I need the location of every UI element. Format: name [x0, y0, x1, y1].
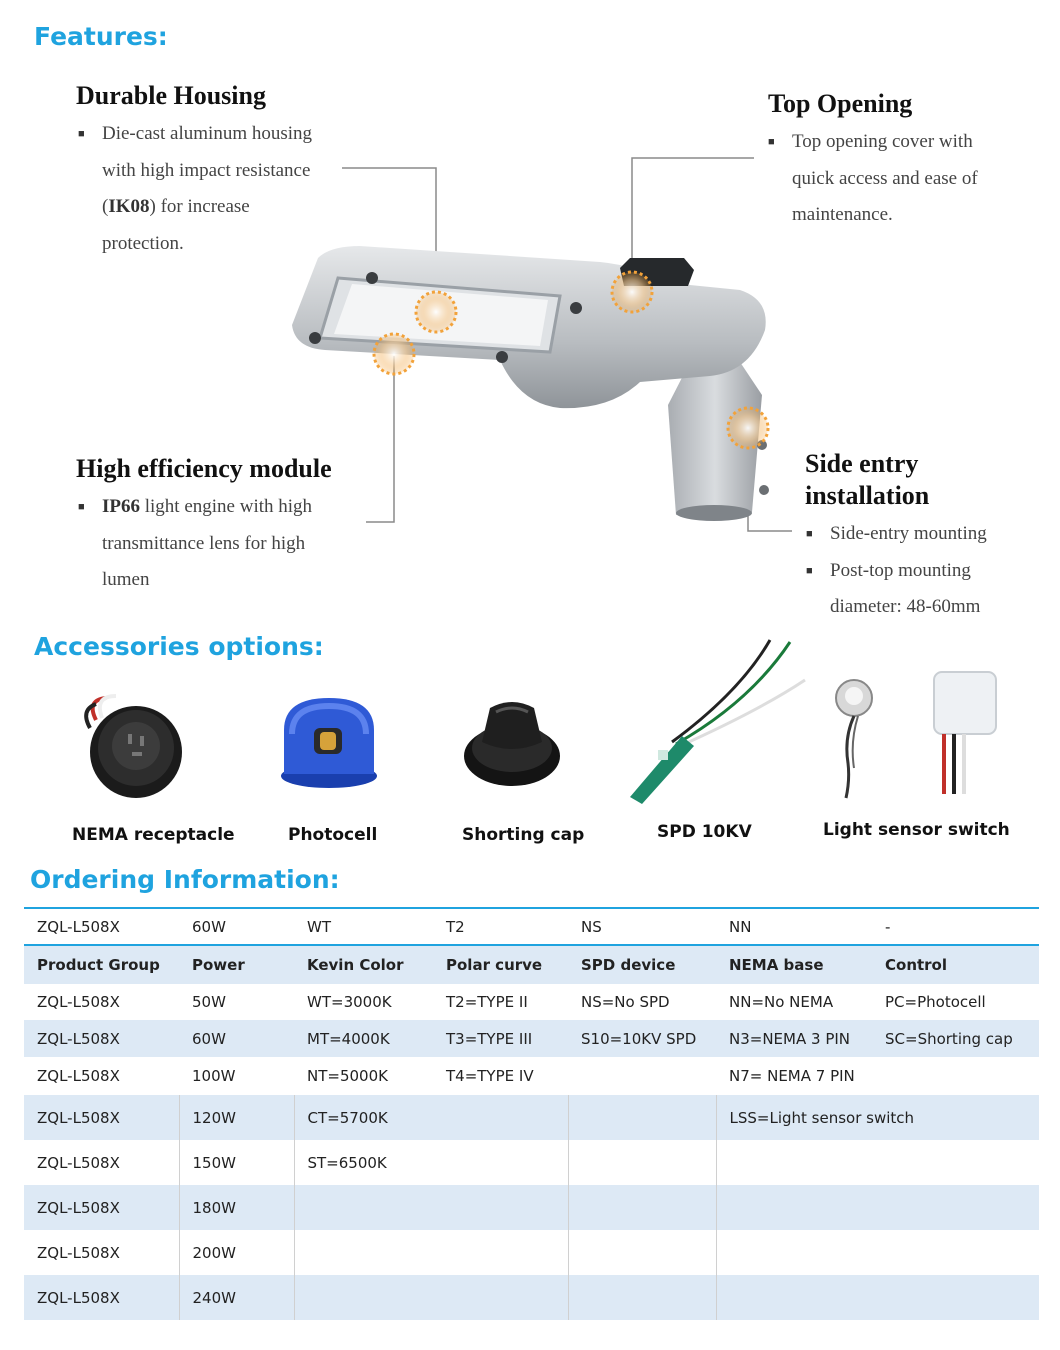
accessory-label-shorting-cap: Shorting cap [462, 825, 585, 845]
features-heading: Features: [34, 22, 168, 51]
bullet-icon: ■ [768, 136, 775, 148]
shorting-cap-icon [460, 696, 564, 792]
light-sensor-icon [830, 668, 1000, 803]
ordering-table [24, 907, 1039, 1320]
table-row: ZQL-L508X 200W [24, 1230, 1039, 1275]
ordering-header-row: Product Group Power Kevin Color Polar curve SPD device NEMA base Control [24, 945, 1039, 984]
bullet-icon: ■ [806, 564, 813, 577]
top-opening-title: Top Opening [768, 89, 913, 118]
table-row: ZQL-L508X 240W [24, 1275, 1039, 1320]
accessory-label-photocell: Photocell [288, 825, 378, 845]
table-row: ZQL-L508X 50W WT=3000K T2=TYPE II NS=No SPD NN=No NEMA PC=Photocell [37, 993, 986, 1011]
bullet-icon: ■ [78, 128, 85, 140]
accessories-heading: Accessories options: [34, 632, 324, 661]
accessory-label-light-sensor: Light sensor switch [823, 820, 1010, 840]
top-opening-text: ■ Top opening cover with quick access and ease of maintenance. [792, 124, 1022, 234]
spd-icon [620, 632, 810, 807]
ordering-heading: Ordering Information: [30, 865, 340, 894]
bullet-icon: ■ [806, 528, 813, 540]
photocell-icon [278, 694, 380, 794]
bullet-icon: ■ [78, 501, 85, 513]
table-row: ZQL-L508X 150W ST=6500K [24, 1140, 1039, 1185]
high-efficiency-text: ■ IP66 light engine with high transmittance lens for high lumen [102, 489, 352, 599]
accessory-label-nema: NEMA receptacle [72, 825, 235, 845]
side-entry-text: ■ Side-entry mounting ■ Post-top mounting diameter: 48-60mm [830, 516, 1040, 626]
table-row: ZQL-L508X 180W [24, 1185, 1039, 1230]
nema-receptacle-icon [76, 690, 186, 805]
ordering-example-row: ZQL-L508X 60W WT T2 NS NN - [24, 908, 1039, 945]
table-row: ZQL-L508X 100W NT=5000K T4=TYPE IV N7= NEMA 7 PIN [37, 1067, 855, 1085]
table-row: ZQL-L508X 120W CT=5700K LSS=Light sensor switch [24, 1095, 1039, 1140]
durable-housing-text: ■ Die-cast aluminum housing with high impact resistance (IK08) for increase protection. [102, 116, 342, 262]
table-row: ZQL-L508X 60W MT=4000K T3=TYPE III S10=10KV SPD N3=NEMA 3 PIN SC=Shorting cap [24, 1020, 1039, 1057]
high-efficiency-title: High efficiency module [76, 454, 332, 483]
durable-housing-title: Durable Housing [76, 81, 266, 110]
accessory-label-spd: SPD 10KV [657, 822, 752, 842]
side-entry-title: Side entry installation [805, 449, 930, 510]
